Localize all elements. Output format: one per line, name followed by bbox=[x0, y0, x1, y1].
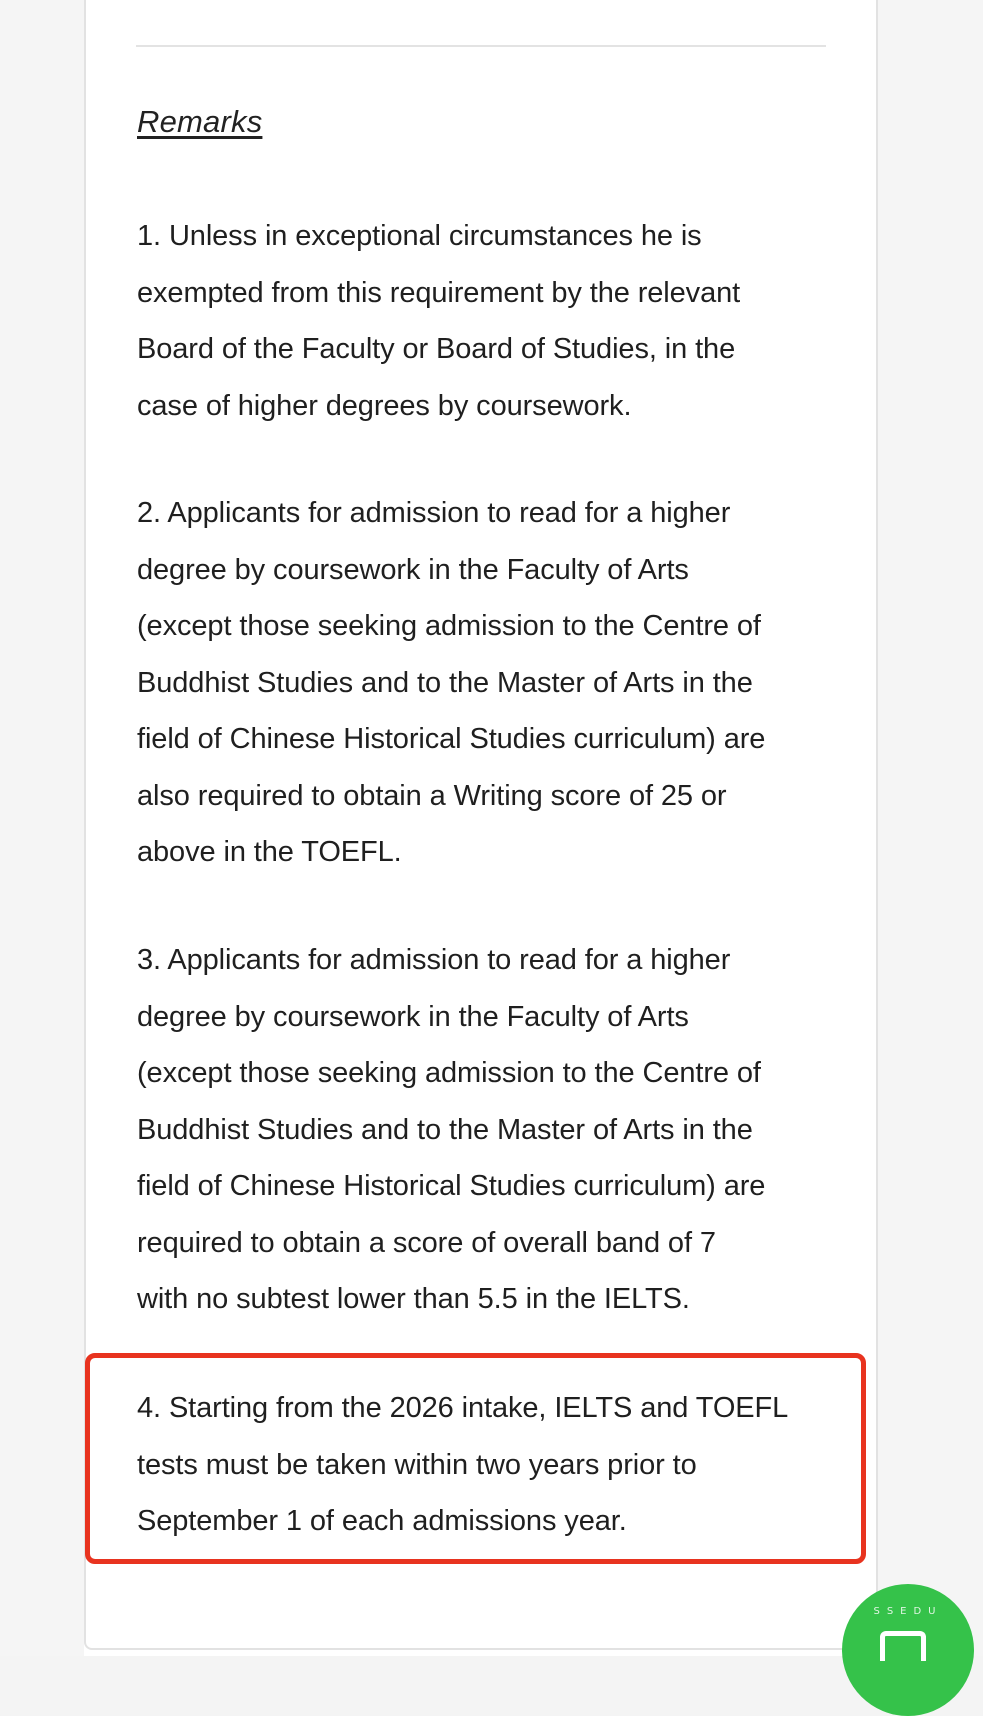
remark-item-1 bbox=[137, 208, 837, 434]
chat-icon bbox=[880, 1631, 926, 1661]
remark-line: (except those seeking admission to the Centre of bbox=[137, 1057, 761, 1089]
section-divider bbox=[136, 45, 826, 47]
remark-line: degree by coursework in the Faculty of Arts bbox=[137, 1000, 689, 1033]
remark-line: above in the TOEFL. bbox=[137, 836, 402, 868]
remark-line: 4. Starting from the 2026 intake, IELTS and TOEFL bbox=[137, 1392, 789, 1424]
remark-line: Buddhist Studies and to the Master of Arts in the bbox=[137, 666, 753, 699]
remark-item-2 bbox=[137, 485, 837, 881]
remark-line: with no subtest lower than 5.5 in the IELTS. bbox=[137, 1283, 690, 1315]
remark-line: Buddhist Studies and to the Master of Arts in the bbox=[137, 1113, 753, 1146]
remark-line: field of Chinese Historical Studies curriculum) are bbox=[137, 1170, 766, 1202]
remark-line: September 1 of each admissions year. bbox=[137, 1505, 627, 1537]
remark-line: 3. Applicants for admission to read for a higher bbox=[137, 944, 731, 976]
remark-line: required to obtain a score of overall band of 7 bbox=[137, 1226, 716, 1259]
remark-line: 1. Unless in exceptional circumstances he is bbox=[137, 220, 702, 252]
remark-line: 2. Applicants for admission to read for a higher bbox=[137, 497, 731, 529]
remark-line: also required to obtain a Writing score of 25 or bbox=[137, 779, 727, 812]
remark-line: exempted from this requirement by the relevant bbox=[137, 276, 741, 309]
remarks-heading: Remarks bbox=[137, 104, 263, 139]
remark-item-4 bbox=[137, 1380, 837, 1550]
remark-line: tests must be taken within two years prior to bbox=[137, 1448, 697, 1481]
floating-chat-button[interactable] bbox=[842, 1584, 974, 1716]
remark-line: Board of the Faculty or Board of Studies, in the bbox=[137, 333, 736, 365]
remark-item-3 bbox=[137, 932, 837, 1328]
remark-line: field of Chinese Historical Studies curriculum) are bbox=[137, 723, 766, 755]
remark-line: degree by coursework in the Faculty of Arts bbox=[137, 553, 689, 586]
remark-line: (except those seeking admission to the Centre of bbox=[137, 610, 761, 642]
badge-label: SSEDU bbox=[873, 1606, 943, 1617]
remark-line: case of higher degrees by coursework. bbox=[137, 389, 632, 422]
